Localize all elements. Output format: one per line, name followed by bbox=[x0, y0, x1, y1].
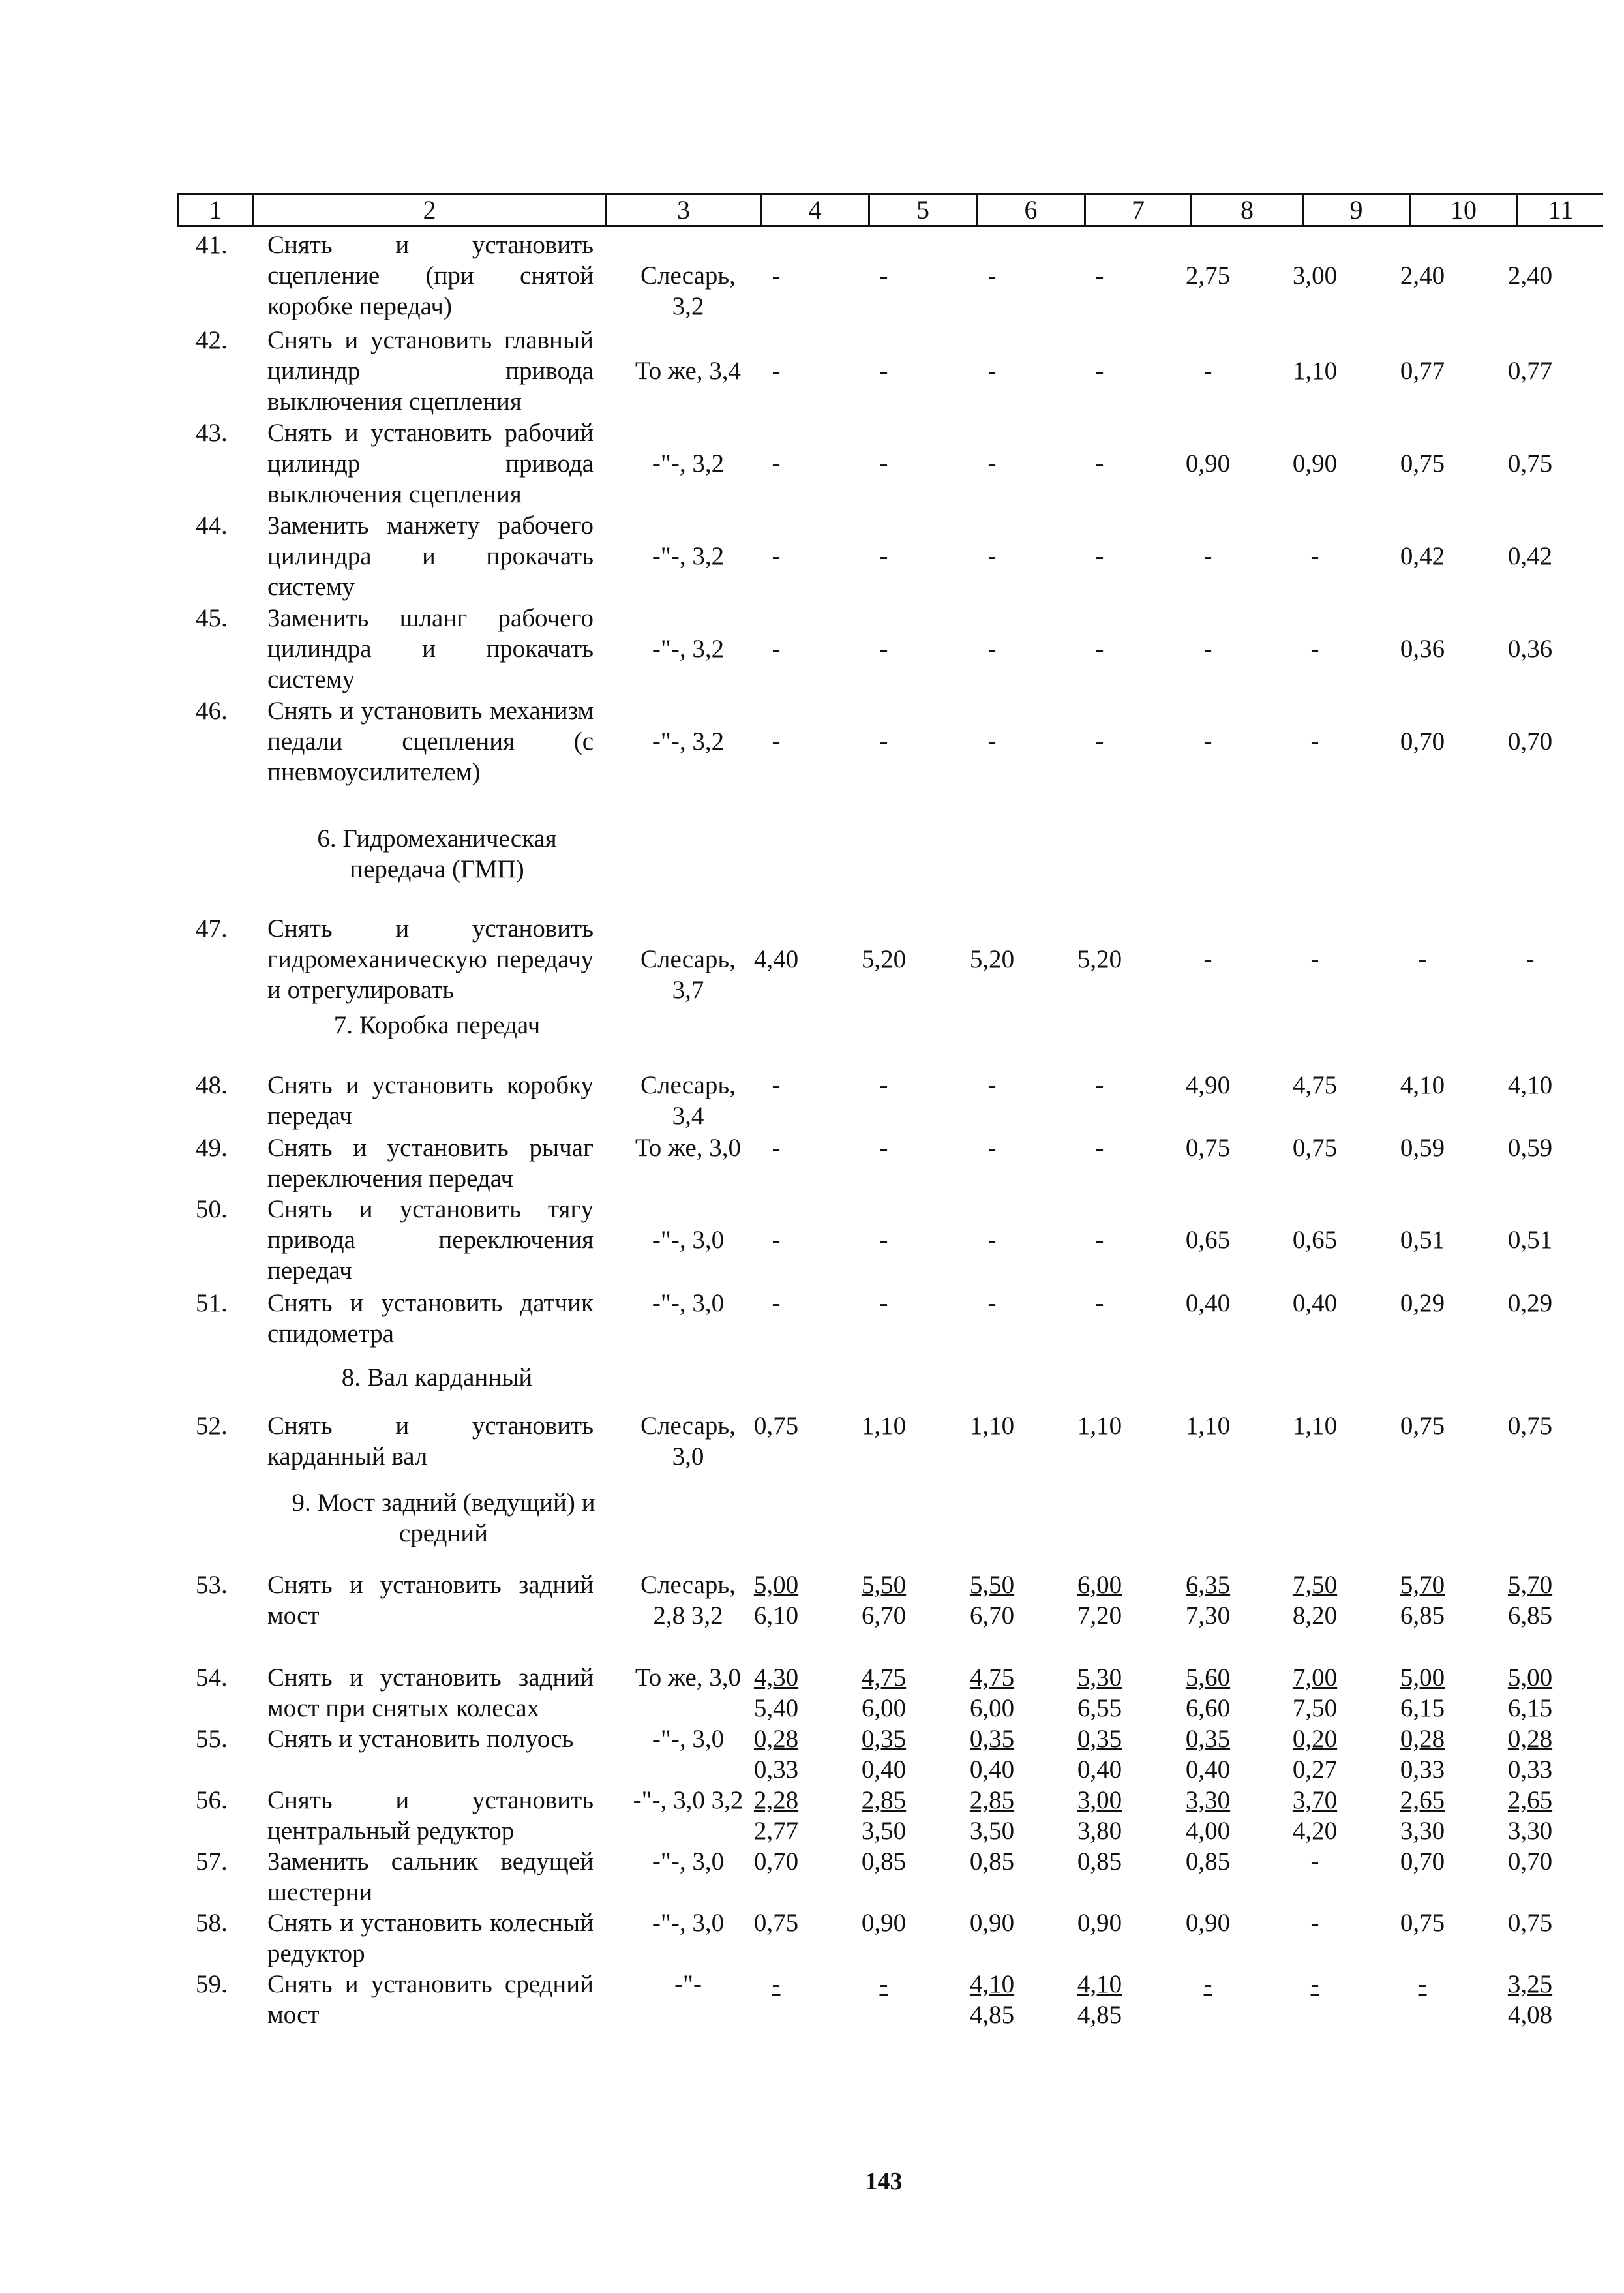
row-value-top: 6,35 bbox=[1185, 1571, 1231, 1599]
col-header-4: 4 bbox=[762, 195, 870, 225]
row-value-bottom: 6,15 bbox=[1507, 1694, 1553, 1722]
row-number: 59. bbox=[196, 1970, 228, 1998]
row-value: 0,85 bbox=[1185, 1847, 1231, 1875]
row-value-top: 3,25 bbox=[1507, 1970, 1553, 1998]
row-value: - bbox=[879, 635, 888, 663]
row-value-top: - bbox=[772, 1970, 781, 1998]
row-value: 3,00 bbox=[1292, 262, 1338, 290]
row-value: - bbox=[987, 727, 997, 755]
row-value-top: - bbox=[879, 1970, 888, 1998]
row-value-top: 5,00 bbox=[1400, 1663, 1445, 1692]
row-value-bottom: 3,50 bbox=[861, 1817, 907, 1845]
row-value: - bbox=[772, 357, 781, 385]
row-value-top: 0,35 bbox=[969, 1725, 1015, 1753]
row-performer: -"-, 3,0 3,2 bbox=[633, 1786, 744, 1814]
table-header bbox=[177, 193, 1603, 227]
row-value-top: 3,70 bbox=[1292, 1786, 1338, 1814]
page-number: 143 bbox=[865, 2168, 903, 2195]
row-value: - bbox=[1095, 1226, 1104, 1254]
row-value: - bbox=[1526, 945, 1535, 973]
row-operation: Снять и установить карданный вал bbox=[267, 1412, 594, 1470]
row-value: 0,85 bbox=[969, 1847, 1015, 1875]
row-number: 46. bbox=[196, 697, 228, 725]
row-value: - bbox=[1095, 449, 1104, 478]
row-value-top: 2,85 bbox=[861, 1786, 907, 1814]
row-value: 0,51 bbox=[1400, 1226, 1445, 1254]
row-performer: -"-, 3,0 bbox=[652, 1909, 725, 1937]
row-value: - bbox=[1203, 945, 1212, 973]
row-value-bottom: 5,40 bbox=[753, 1694, 799, 1722]
row-operation: Снять и установить центральный редуктор bbox=[267, 1786, 594, 1845]
row-value: 5,20 bbox=[969, 945, 1015, 973]
row-number: 48. bbox=[196, 1071, 228, 1099]
row-value: - bbox=[987, 449, 997, 478]
row-value: 0,77 bbox=[1507, 357, 1553, 385]
row-value: 0,70 bbox=[753, 1847, 799, 1875]
row-performer: Слесарь, 3,7 bbox=[640, 945, 736, 1004]
row-value: 0,77 bbox=[1400, 357, 1445, 385]
row-number: 41. bbox=[196, 231, 228, 259]
row-value-top: 0,35 bbox=[861, 1725, 907, 1753]
row-value: - bbox=[879, 727, 888, 755]
row-value: 0,75 bbox=[1400, 1909, 1445, 1937]
row-value-bottom: 0,40 bbox=[1077, 1755, 1122, 1784]
row-value: - bbox=[772, 1134, 781, 1162]
row-value-bottom: 0,40 bbox=[1185, 1755, 1231, 1784]
row-value: - bbox=[1095, 262, 1104, 290]
row-value: 0,75 bbox=[1507, 1412, 1553, 1440]
row-value-bottom: 7,20 bbox=[1077, 1602, 1122, 1630]
row-value: - bbox=[879, 1289, 888, 1317]
row-value-top: 5,30 bbox=[1077, 1663, 1122, 1692]
col-header-3: 3 bbox=[607, 195, 762, 225]
row-value: 0,90 bbox=[1292, 449, 1338, 478]
row-value-top: 7,00 bbox=[1292, 1663, 1338, 1692]
row-value-top: 5,50 bbox=[861, 1571, 907, 1599]
row-performer: -"-, 3,0 bbox=[652, 1725, 725, 1753]
row-value: - bbox=[987, 1134, 997, 1162]
row-performer: То же, 3,0 bbox=[635, 1134, 742, 1162]
row-value: - bbox=[1203, 727, 1212, 755]
row-value: - bbox=[879, 1134, 888, 1162]
row-operation: Снять и установить сцепление (при снятой коробке передач) bbox=[267, 231, 594, 320]
row-operation: Снять и установить полуось bbox=[267, 1725, 574, 1753]
col-header-10: 10 bbox=[1411, 195, 1518, 225]
row-value: - bbox=[879, 1226, 888, 1254]
row-value-bottom: 6,15 bbox=[1400, 1694, 1445, 1722]
row-number: 58. bbox=[196, 1909, 228, 1937]
row-performer: -"- bbox=[674, 1970, 702, 1998]
row-value: 0,85 bbox=[1077, 1847, 1122, 1875]
row-performer: -"-, 3,2 bbox=[652, 449, 725, 478]
row-value: - bbox=[772, 635, 781, 663]
row-performer: -"-, 3,0 bbox=[652, 1847, 725, 1875]
row-value: 0,42 bbox=[1400, 542, 1445, 570]
row-value: - bbox=[1310, 945, 1319, 973]
row-value-top: 0,20 bbox=[1292, 1725, 1338, 1753]
col-header-1: 1 bbox=[179, 195, 254, 225]
row-value: 0,59 bbox=[1400, 1134, 1445, 1162]
row-number: 57. bbox=[196, 1847, 228, 1875]
row-value-top: 6,00 bbox=[1077, 1571, 1122, 1599]
row-operation: Снять и установить тягу привода переключения передач bbox=[267, 1195, 594, 1284]
row-performer: Слесарь, 3,2 bbox=[640, 262, 736, 320]
row-value: - bbox=[987, 635, 997, 663]
row-performer: -"-, 3,0 bbox=[652, 1226, 725, 1254]
row-value: - bbox=[1095, 727, 1104, 755]
row-number: 53. bbox=[196, 1571, 228, 1599]
row-value: 0,51 bbox=[1507, 1226, 1553, 1254]
row-performer: -"-, 3,2 bbox=[652, 727, 725, 755]
row-value: - bbox=[879, 449, 888, 478]
row-value: 0,90 bbox=[1077, 1909, 1122, 1937]
row-value: 0,75 bbox=[1292, 1134, 1338, 1162]
row-number: 49. bbox=[196, 1134, 228, 1162]
row-value: 1,10 bbox=[1292, 1412, 1338, 1440]
row-value: 0,29 bbox=[1507, 1289, 1553, 1317]
row-value-top: 2,85 bbox=[969, 1786, 1015, 1814]
row-value-bottom: 4,85 bbox=[1077, 2001, 1122, 2029]
row-value: - bbox=[1203, 635, 1212, 663]
row-value: - bbox=[1310, 1909, 1319, 1937]
row-value-top: 5,70 bbox=[1400, 1571, 1445, 1599]
row-value-top: 4,75 bbox=[861, 1663, 907, 1692]
row-operation: Снять и установить задний мост при снятых колесах bbox=[267, 1663, 594, 1722]
row-number: 54. bbox=[196, 1663, 228, 1692]
row-value-top: 5,00 bbox=[1507, 1663, 1553, 1692]
row-value: - bbox=[1095, 1289, 1104, 1317]
row-value: 1,10 bbox=[1077, 1412, 1122, 1440]
row-value: 0,75 bbox=[1507, 1909, 1553, 1937]
row-value: - bbox=[879, 1071, 888, 1099]
row-value-bottom: 0,27 bbox=[1292, 1755, 1338, 1784]
row-value: 4,10 bbox=[1507, 1071, 1553, 1099]
row-value: - bbox=[987, 262, 997, 290]
row-value: - bbox=[879, 357, 888, 385]
row-value: - bbox=[879, 542, 888, 570]
row-value: 0,70 bbox=[1400, 1847, 1445, 1875]
row-value-top: 0,28 bbox=[1400, 1725, 1445, 1753]
col-header-9: 9 bbox=[1304, 195, 1411, 225]
row-value-bottom: 6,85 bbox=[1400, 1602, 1445, 1630]
row-value: - bbox=[772, 542, 781, 570]
row-value: 1,10 bbox=[861, 1412, 907, 1440]
row-value: 2,40 bbox=[1400, 262, 1445, 290]
row-number: 44. bbox=[196, 511, 228, 539]
row-value: 0,75 bbox=[753, 1909, 799, 1937]
row-value: - bbox=[987, 1226, 997, 1254]
row-performer: То же, 3,0 bbox=[635, 1663, 742, 1692]
row-value: - bbox=[1095, 1134, 1104, 1162]
row-value: 0,36 bbox=[1507, 635, 1553, 663]
row-value-top: 4,10 bbox=[969, 1970, 1015, 1998]
row-number: 56. bbox=[196, 1786, 228, 1814]
row-value-bottom: 6,85 bbox=[1507, 1602, 1553, 1630]
row-number: 45. bbox=[196, 604, 228, 632]
row-value-bottom: 4,08 bbox=[1507, 2001, 1553, 2029]
row-value: 4,10 bbox=[1400, 1071, 1445, 1099]
row-performer: -"-, 3,0 bbox=[652, 1289, 725, 1317]
row-number: 50. bbox=[196, 1195, 228, 1223]
row-value: 1,10 bbox=[1185, 1412, 1231, 1440]
row-value-bottom: 0,33 bbox=[753, 1755, 799, 1784]
row-value-top: 0,28 bbox=[753, 1725, 799, 1753]
row-value: - bbox=[1310, 542, 1319, 570]
row-performer: Слесарь, 3,0 bbox=[640, 1412, 736, 1470]
row-value: 0,65 bbox=[1185, 1226, 1231, 1254]
row-value-bottom: 7,30 bbox=[1185, 1602, 1231, 1630]
row-value: 0,59 bbox=[1507, 1134, 1553, 1162]
row-value-top: 4,10 bbox=[1077, 1970, 1122, 1998]
row-value-top: - bbox=[1418, 1970, 1427, 1998]
row-performer: Слесарь, 2,8 3,2 bbox=[640, 1571, 736, 1630]
row-number: 47. bbox=[196, 915, 228, 943]
row-value: 4,90 bbox=[1185, 1071, 1231, 1099]
col-header-6: 6 bbox=[978, 195, 1086, 225]
row-value: - bbox=[1095, 357, 1104, 385]
row-value: - bbox=[772, 262, 781, 290]
row-value-bottom: 3,30 bbox=[1507, 1817, 1553, 1845]
row-value-top: 2,28 bbox=[753, 1786, 799, 1814]
row-number: 43. bbox=[196, 419, 228, 447]
row-operation: Снять и установить главный цилиндр привода выключения сцепления bbox=[267, 326, 594, 416]
row-value-top: 3,00 bbox=[1077, 1786, 1122, 1814]
row-value-top: 5,60 bbox=[1185, 1663, 1231, 1692]
row-value: 0,40 bbox=[1185, 1289, 1231, 1317]
section-heading-6: 6. Гидромеханическая передача (ГМП) bbox=[317, 825, 557, 883]
row-value: 0,75 bbox=[1185, 1134, 1231, 1162]
row-value-top: 0,35 bbox=[1185, 1725, 1231, 1753]
row-value-bottom: 4,85 bbox=[969, 2001, 1015, 2029]
row-value-top: 5,70 bbox=[1507, 1571, 1553, 1599]
row-value-bottom: 6,10 bbox=[753, 1602, 799, 1630]
row-value: 0,75 bbox=[1400, 1412, 1445, 1440]
row-value: 0,70 bbox=[1507, 727, 1553, 755]
row-value: 0,90 bbox=[1185, 449, 1231, 478]
row-operation: Снять и установить рабочий цилиндр привода выключения сцепления bbox=[267, 419, 594, 508]
row-value: - bbox=[1310, 1847, 1319, 1875]
row-value-top: 4,75 bbox=[969, 1663, 1015, 1692]
row-value-top: 2,65 bbox=[1507, 1786, 1553, 1814]
row-value: - bbox=[772, 1226, 781, 1254]
row-operation: Заменить сальник ведущей шестерни bbox=[267, 1847, 594, 1906]
row-value: - bbox=[879, 262, 888, 290]
row-value-top: 0,28 bbox=[1507, 1725, 1553, 1753]
row-value-top: 7,50 bbox=[1292, 1571, 1338, 1599]
col-header-11: 11 bbox=[1548, 195, 1574, 224]
row-value-top: 5,00 bbox=[753, 1571, 799, 1599]
row-value: 0,90 bbox=[969, 1909, 1015, 1937]
row-value-bottom: 6,00 bbox=[861, 1694, 907, 1722]
row-operation: Снять и установить коробку передач bbox=[267, 1071, 594, 1130]
row-value-top: 5,50 bbox=[969, 1571, 1015, 1599]
row-operation: Снять и установить гидромеханическую передачу и отрегулировать bbox=[267, 915, 594, 1004]
row-value-top: 3,30 bbox=[1185, 1786, 1231, 1814]
row-value: - bbox=[987, 1289, 997, 1317]
row-operation: Заменить манжету рабочего цилиндра и прокачать систему bbox=[267, 511, 594, 601]
row-value: 4,40 bbox=[753, 945, 799, 973]
row-value: 1,10 bbox=[1292, 357, 1338, 385]
row-value-bottom: 3,50 bbox=[969, 1817, 1015, 1845]
row-value-bottom: 7,50 bbox=[1292, 1694, 1338, 1722]
section-heading-7: 7. Коробка передач bbox=[333, 1011, 541, 1039]
row-operation: Снять и установить колесный редуктор bbox=[267, 1909, 594, 1967]
row-value: 4,75 bbox=[1292, 1071, 1338, 1099]
row-value: - bbox=[1095, 1071, 1104, 1099]
row-value: 0,90 bbox=[861, 1909, 907, 1937]
row-value: 5,20 bbox=[861, 945, 907, 973]
row-number: 51. bbox=[196, 1289, 228, 1317]
row-value: - bbox=[772, 1289, 781, 1317]
row-value: 0,75 bbox=[1400, 449, 1445, 478]
row-operation: Снять и установить механизм педали сцепления (с пневмоусилителем) bbox=[267, 697, 594, 786]
row-operation: Снять и установить средний мост bbox=[267, 1970, 594, 2029]
row-value-bottom: 6,70 bbox=[969, 1602, 1015, 1630]
row-value-bottom: 4,00 bbox=[1185, 1817, 1231, 1845]
row-value: 0,70 bbox=[1507, 1847, 1553, 1875]
row-value: - bbox=[1095, 542, 1104, 570]
row-value: - bbox=[1418, 945, 1427, 973]
row-value: 2,75 bbox=[1185, 262, 1231, 290]
row-value: 0,29 bbox=[1400, 1289, 1445, 1317]
col-header-2: 2 bbox=[254, 195, 607, 225]
row-value: 5,20 bbox=[1077, 945, 1122, 973]
row-value-bottom: 3,30 bbox=[1400, 1817, 1445, 1845]
row-performer: То же, 3,4 bbox=[635, 357, 742, 385]
row-value-bottom: 0,33 bbox=[1400, 1755, 1445, 1784]
row-value-bottom: 4,20 bbox=[1292, 1817, 1338, 1845]
row-value: - bbox=[1203, 357, 1212, 385]
row-value: - bbox=[1203, 542, 1212, 570]
col-header-5: 5 bbox=[870, 195, 978, 225]
row-value: - bbox=[987, 357, 997, 385]
row-operation: Снять и установить датчик спидометра bbox=[267, 1289, 594, 1348]
row-value-bottom: 6,00 bbox=[969, 1694, 1015, 1722]
row-value-bottom: 6,55 bbox=[1077, 1694, 1122, 1722]
row-value-bottom: 0,33 bbox=[1507, 1755, 1553, 1784]
row-number: 52. bbox=[196, 1412, 228, 1440]
row-value: - bbox=[772, 727, 781, 755]
row-value-top: 2,65 bbox=[1400, 1786, 1445, 1814]
row-number: 42. bbox=[196, 326, 228, 354]
row-value-top: - bbox=[1310, 1970, 1319, 1998]
row-value: - bbox=[1310, 727, 1319, 755]
row-value-top: 0,35 bbox=[1077, 1725, 1122, 1753]
row-value-top: - bbox=[1203, 1970, 1212, 1998]
row-value: - bbox=[987, 1071, 997, 1099]
row-value: 0,42 bbox=[1507, 542, 1553, 570]
row-performer: -"-, 3,2 bbox=[652, 635, 725, 663]
col-header-7: 7 bbox=[1086, 195, 1192, 225]
row-value-bottom: 6,60 bbox=[1185, 1694, 1231, 1722]
row-operation: Снять и установить задний мост bbox=[267, 1571, 594, 1630]
row-value: - bbox=[772, 449, 781, 478]
row-value: - bbox=[1095, 635, 1104, 663]
row-value-bottom: 0,40 bbox=[861, 1755, 907, 1784]
row-operation: Снять и установить рычаг переключения передач bbox=[267, 1134, 594, 1192]
row-value: 0,75 bbox=[1507, 449, 1553, 478]
row-value-bottom: 0,40 bbox=[969, 1755, 1015, 1784]
row-value: 2,40 bbox=[1507, 262, 1553, 290]
row-value: 1,10 bbox=[969, 1412, 1015, 1440]
row-value-top: 4,30 bbox=[753, 1663, 799, 1692]
row-performer: -"-, 3,2 bbox=[652, 542, 725, 570]
row-value: 0,36 bbox=[1400, 635, 1445, 663]
row-value: - bbox=[772, 1071, 781, 1099]
row-value-bottom: 2,77 bbox=[753, 1817, 799, 1845]
col-header-8: 8 bbox=[1192, 195, 1304, 225]
row-number: 55. bbox=[196, 1725, 228, 1753]
row-value-bottom: 3,80 bbox=[1077, 1817, 1122, 1845]
row-value-bottom: 8,20 bbox=[1292, 1602, 1338, 1630]
row-value-bottom: 6,70 bbox=[861, 1602, 907, 1630]
section-heading-8: 8. Вал карданный bbox=[341, 1363, 533, 1391]
row-operation: Заменить шланг рабочего цилиндра и прокачать систему bbox=[267, 604, 594, 693]
row-value: 0,85 bbox=[861, 1847, 907, 1875]
row-value: 0,75 bbox=[753, 1412, 799, 1440]
row-value: - bbox=[987, 542, 997, 570]
row-value: 0,65 bbox=[1292, 1226, 1338, 1254]
section-heading-9: 9. Мост задний (ведущий) и средний bbox=[292, 1489, 595, 1547]
row-value: - bbox=[1310, 635, 1319, 663]
row-value: 0,40 bbox=[1292, 1289, 1338, 1317]
row-performer: Слесарь, 3,4 bbox=[640, 1071, 736, 1130]
row-value: 0,70 bbox=[1400, 727, 1445, 755]
row-value: 0,90 bbox=[1185, 1909, 1231, 1937]
